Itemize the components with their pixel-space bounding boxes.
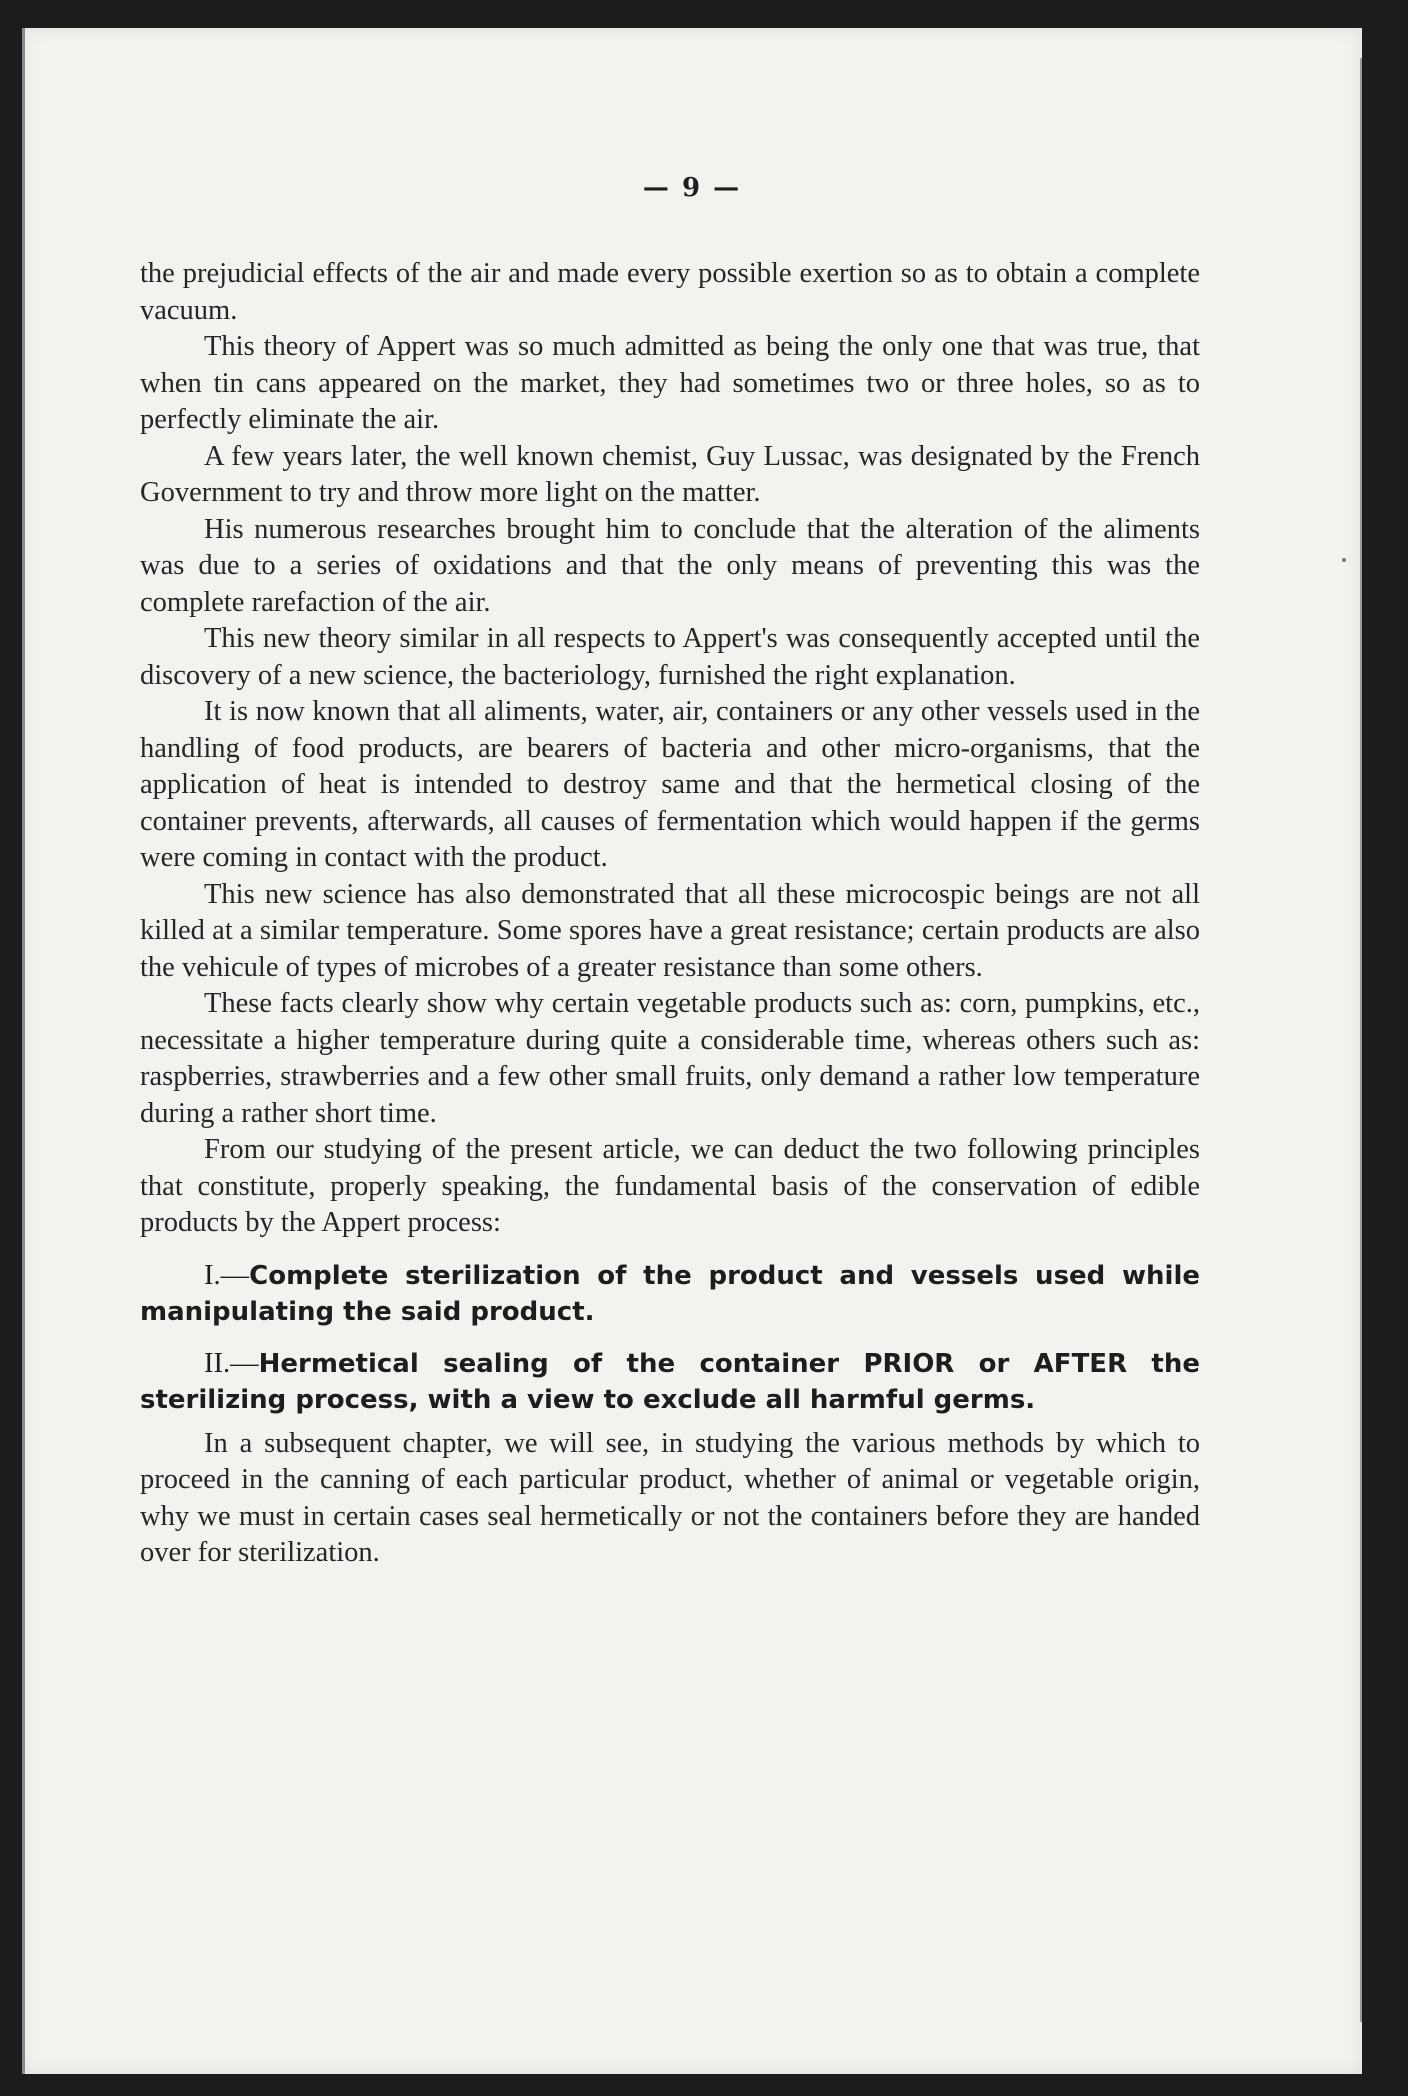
principle-one-text: Complete sterilization of the product and vessels used while manipulating the said product.: [140, 1260, 1200, 1327]
page-number: — 9 —: [642, 173, 742, 203]
principle-two: [140, 1346, 1200, 1418]
paragraph-closing: In a subsequent chapter, we will see, in studying the various methods by which to proceed in the canning of each particular product, whether of animal or vegetable origin, why we must in certain cases seal hermetically or not the containers before they are handed over for sterilization.: [140, 1427, 1200, 1568]
paragraph-guy-lussac: A few years later, the well known chemist, Guy Lussac, was designated by the French Government to try and throw more light on the matter.: [140, 440, 1200, 508]
principle-one: [140, 1258, 1200, 1330]
paragraph-continued: the prejudicial effects of the air and made every possible exertion so as to obtain a complete vacuum.: [140, 258, 1200, 326]
book-page: [22, 28, 1362, 2074]
paragraph-oxidation-research: His numerous researches brought him to conclude that the alteration of the aliments was due to a series of oxidations and that the only means of preventing this was the complete rarefaction of the air.: [140, 513, 1200, 618]
paragraph-bacteriology: This new theory similar in all respects to Appert's was consequently accepted until the discovery of a new science, the bacteriology, furnished the right explanation.: [140, 623, 1200, 691]
paragraph-appert-theory: This theory of Appert was so much admitted as being the only one that was true, that when tin cans appeared on the market, they had sometimes two or three holes, so as to perfectly eliminate the air.: [140, 331, 1200, 435]
principle-two-numeral: II.—: [204, 1347, 259, 1379]
page-edge-right: [1360, 58, 1362, 2022]
principle-two-text: Hermetical sealing of the container PRIOR or AFTER the sterilizing process, with a view to exclude all harmful germs.: [140, 1348, 1200, 1415]
paragraph-principles-intro: From our studying of the present article, we can deduct the two following principles that constitute, properly speaking, the fundamental basis of the conservation of edible products by the Appert process:: [140, 1134, 1200, 1238]
principle-one-numeral: I.—: [204, 1259, 250, 1291]
paragraph-bacteria-bearers: It is now known that all aliments, water, air, containers or any other vessels used in the handling of food products, are bearers of bacteria and other micro-organisms, that the application of heat is intended to destroy same and that the hermetical closing of the container prevents, afterwards, all causes of fermentation which would happen if the germs were coming in contact with the product.: [140, 696, 1200, 873]
page-edge-left: [22, 28, 25, 2074]
paragraph-resistance: This new science has also demonstrated that all these microcospic beings are not all killed at a similar temperature. Some spores have a great resistance; certain products are also the vehicule of types of microbes of a greater resistance than some others.: [140, 878, 1200, 983]
body-text: [140, 256, 1200, 1572]
scan-speck: [1342, 558, 1346, 562]
paragraph-temperature-needs: These facts clearly show why certain vegetable products such as: corn, pumpkins, etc., necessitate a higher temperature during quite a considerable time, whereas others such as: raspberries, strawberries and a few other small fruits, only demand a rather low temperature during a rather short time.: [140, 988, 1200, 1129]
